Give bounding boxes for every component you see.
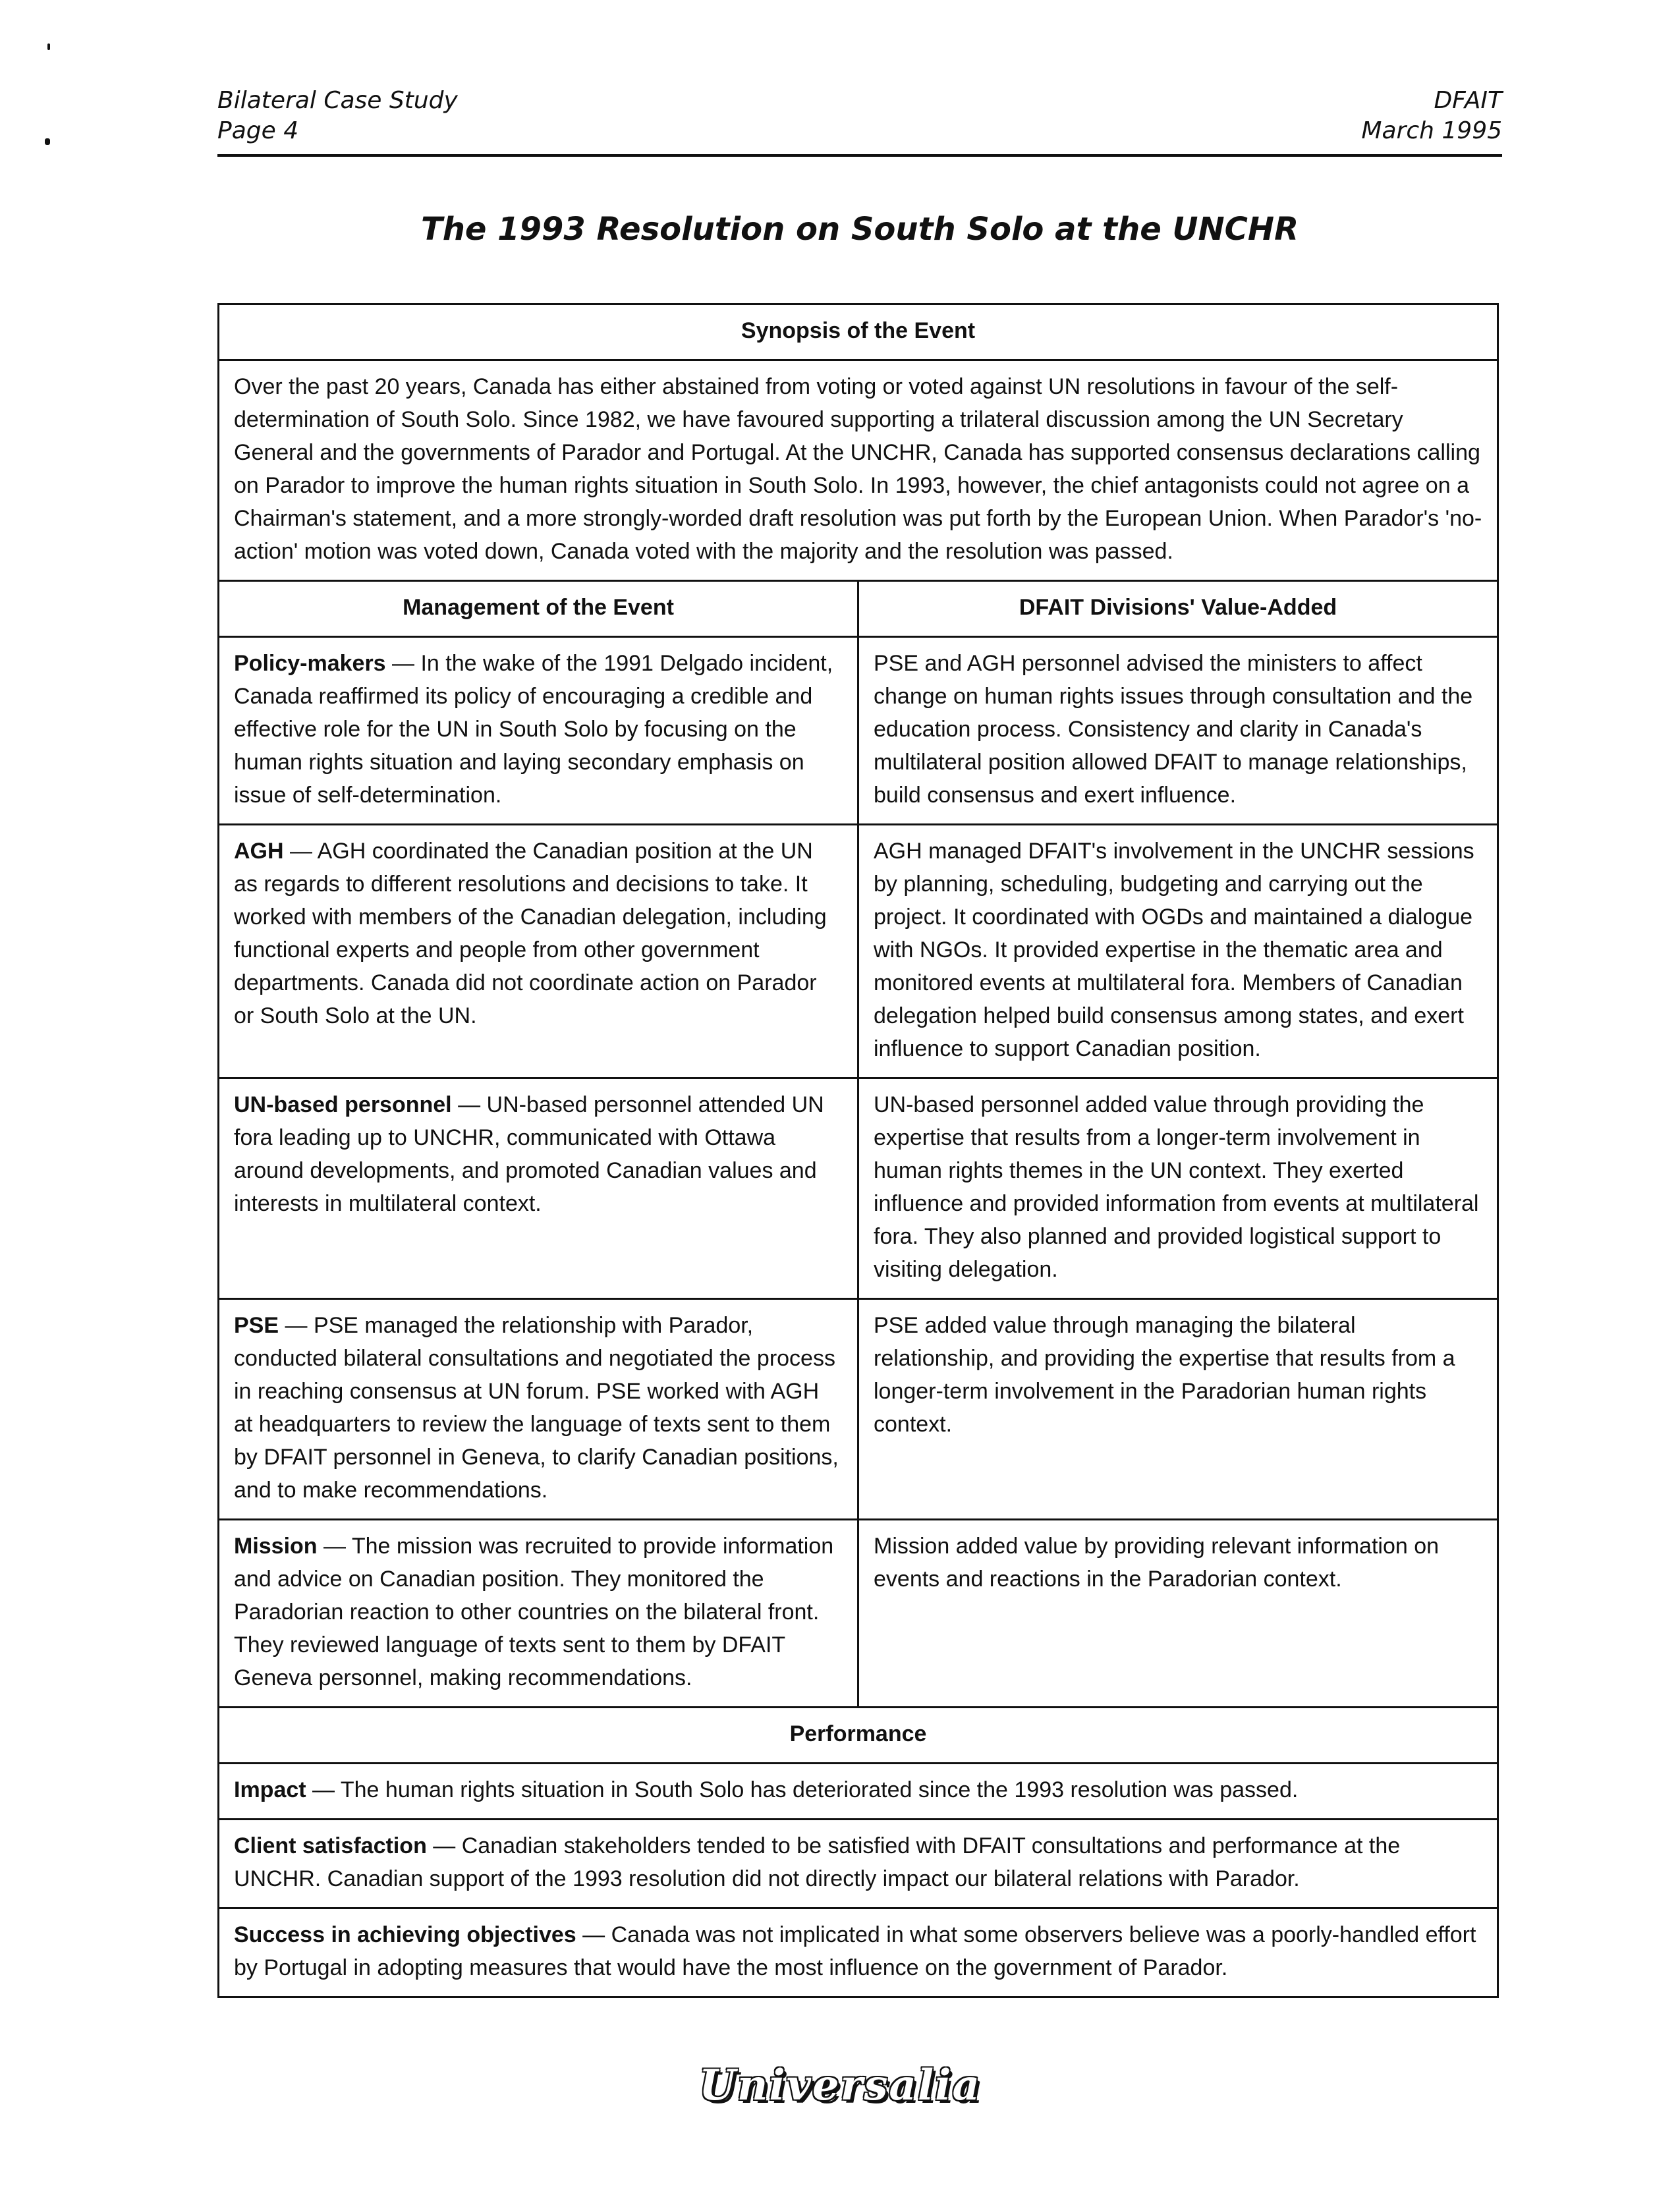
management-text: — PSE managed the relationship with Parador, conducted bilateral consultations and negotiated the process in reaching consensus at UN forum. PSE worked with AGH at headquarters to review the language of texts sent to them by DFAIT personnel in Geneva, to clarify Canadian positions, and to make recommendations.: [234, 1313, 839, 1503]
table-row: [219, 1520, 1498, 1708]
header-page-number: Page 4: [217, 117, 299, 144]
row-label: PSE: [234, 1313, 279, 1338]
performance-label: Impact: [234, 1777, 306, 1802]
performance-row: [219, 1764, 1498, 1820]
case-study-table: [217, 303, 1499, 1998]
value-added-cell: UN-based personnel added value through providing the expertise that results from a longer-term involvement in human rights themes in the UN context. They exerted influence and provided information from events at multilateral fora. They also planned and provided logistical support to visiting delegation.: [858, 1078, 1498, 1299]
management-cell: [219, 1299, 858, 1520]
performance-item: [219, 1820, 1498, 1908]
header-date: March 1995: [1361, 117, 1502, 144]
row-label: Mission: [234, 1534, 318, 1559]
management-cell: [219, 1520, 858, 1708]
scan-speck: [47, 43, 50, 50]
table-row: [219, 1078, 1498, 1299]
performance-heading: Performance: [219, 1708, 1498, 1764]
performance-row: [219, 1820, 1498, 1908]
table-row: [219, 637, 1498, 825]
performance-text: — Canadian stakeholders tended to be satisfied with DFAIT consultations and performance at the UNCHR. Canadian support of the 1993 resolution did not directly impact our bilateral relations with Parador.: [234, 1833, 1401, 1891]
header-left: [217, 86, 458, 146]
row-label: AGH: [234, 839, 284, 864]
scan-speck: [45, 138, 50, 145]
management-text: — UN-based personnel attended UN fora leading up to UNCHR, communicated with Ottawa around developments, and promoted Canadian values and interests in multilateral context.: [234, 1092, 824, 1216]
management-text: — In the wake of the 1991 Delgado incident, Canada reaffirmed its policy of encouraging a credible and effective role for the UN in South Solo by focusing on the human rights situation and laying secondary emphasis on issue of self-determination.: [234, 651, 833, 808]
management-cell: [219, 825, 858, 1078]
performance-item: [219, 1764, 1498, 1820]
value-added-cell: Mission added value by providing relevant information on events and reactions in the Paradorian context.: [858, 1520, 1498, 1708]
synopsis-heading: Synopsis of the Event: [219, 304, 1498, 360]
performance-row: [219, 1908, 1498, 1997]
value-added-cell: AGH managed DFAIT's involvement in the UNCHR sessions by planning, scheduling, budgeting and carrying out the project. It coordinated with OGDs and maintained a dialogue with NGOs. It provided expertise in the thematic area and monitored events at multilateral fora. Members of Canadian delegation helped build consensus among states, and exert influence to support Canadian position.: [858, 825, 1498, 1078]
performance-text: — The human rights situation in South Solo has deteriorated since the 1993 resolution was passed.: [306, 1777, 1299, 1802]
row-label: UN-based personnel: [234, 1092, 452, 1117]
header-right: [1361, 86, 1502, 146]
management-text: — AGH coordinated the Canadian position at the UN as regards to different resolutions and decisions to take. It worked with members of the Canadian delegation, including functional experts and people from other government departments. Canada did not coordinate action on Parador or South Solo at the UN.: [234, 839, 827, 1028]
column-header-management: Management of the Event: [219, 581, 858, 637]
header-org: DFAIT: [1434, 87, 1502, 114]
performance-label: Client satisfaction: [234, 1833, 427, 1858]
document-title: The 1993 Resolution on South Solo at the UNCHR: [420, 211, 1299, 248]
management-cell: [219, 1078, 858, 1299]
synopsis-text: Over the past 20 years, Canada has either abstained from voting or voted against UN resolutions in favour of the self-determination of South Solo. Since 1982, we have favoured supporting a trilateral discussion among the UN Secretary General and the governments of Parador and Portugal. At the UNCHR, Canada has supported consensus declarations calling on Parador to improve the human rights situation in South Solo. In 1993, however, the chief antagonists could not agree on a Chairman's statement, and a more strongly-worded draft resolution was put forth by the European Union. When Parador's 'no-action' motion was voted down, Canada voted with the majority and the resolution was passed.: [219, 360, 1498, 581]
table-row: [219, 825, 1498, 1078]
header-doc-type: Bilateral Case Study: [217, 87, 458, 114]
row-label: Policy-makers: [234, 651, 386, 676]
performance-text: — Canada was not implicated in what some observers believe was a poorly-handled effort by Portugal in adopting measures that would have the most influence on the government of Parador.: [234, 1922, 1476, 1980]
header-divider: [217, 154, 1502, 157]
universalia-logo: Universalia: [699, 2061, 981, 2110]
value-added-cell: PSE added value through managing the bilateral relationship, and providing the expertise that results from a longer-term involvement in the Paradorian human rights context.: [858, 1299, 1498, 1520]
column-header-value-added: DFAIT Divisions' Value-Added: [858, 581, 1498, 637]
value-added-cell: PSE and AGH personnel advised the ministers to affect change on human rights issues through consultation and the education process. Consistency and clarity in Canada's multilateral position allowed DFAIT to manage relationships, build consensus and exert influence.: [858, 637, 1498, 825]
management-text: — The mission was recruited to provide information and advice on Canadian position. They monitored the Paradorian reaction to other countries on the bilateral front. They reviewed language of texts sent to them by DFAIT Geneva personnel, making recommendations.: [234, 1534, 834, 1690]
management-cell: [219, 637, 858, 825]
table-row: [219, 1299, 1498, 1520]
performance-label: Success in achieving objectives: [234, 1922, 576, 1947]
performance-item: [219, 1908, 1498, 1997]
